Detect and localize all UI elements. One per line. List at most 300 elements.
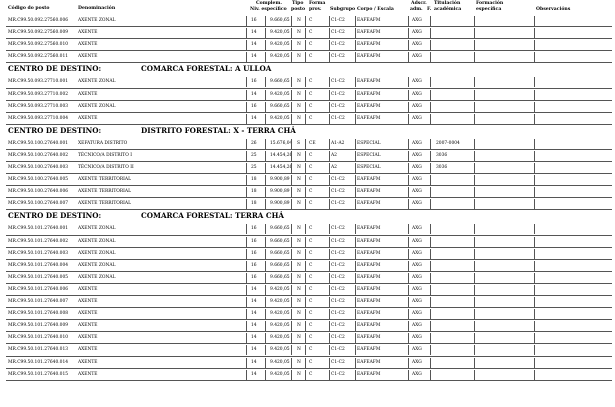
cell-tipo: N	[297, 359, 301, 365]
cell-corpo: EAFEAFM	[357, 323, 381, 329]
cell-subgrupo: C1-C2	[331, 79, 345, 85]
cell-nivel: 18	[251, 177, 257, 183]
table-row	[0, 89, 615, 100]
column-divider	[291, 237, 292, 247]
cell-forma: C	[309, 177, 313, 183]
column-divider	[329, 333, 330, 343]
column-divider	[291, 370, 292, 380]
column-divider	[430, 345, 431, 355]
cell-subgrupo: C1-C2	[331, 54, 345, 60]
cell-tipo: N	[297, 18, 301, 23]
cell-codigo: MR.C99.50.100.27640.005	[8, 177, 69, 183]
column-divider	[408, 309, 409, 319]
cell-subgrupo: C1-C2	[331, 335, 345, 341]
column-divider	[534, 321, 535, 331]
column-divider	[329, 114, 330, 124]
column-divider	[329, 139, 330, 149]
cell-codigo: MR.C99.50.101.27640.008	[8, 311, 69, 317]
column-divider	[246, 16, 247, 26]
cell-subgrupo: C1-C2	[331, 238, 345, 244]
cell-corpo: EAFEAFM	[357, 299, 381, 304]
column-divider	[355, 151, 356, 161]
cell-codigo: MR.C99.50.101.27640.014	[8, 359, 69, 365]
cell-nivel: 18	[251, 189, 257, 195]
cell-denominacion: AXENTE TERRITORIAL	[78, 177, 132, 183]
cell-adscr: AXG	[412, 286, 422, 292]
column-divider	[246, 139, 247, 149]
column-divider	[329, 261, 330, 271]
column-divider	[305, 297, 306, 307]
column-divider	[305, 370, 306, 380]
column-divider	[305, 321, 306, 331]
column-divider	[474, 16, 475, 26]
cell-forma: C	[309, 311, 313, 317]
cell-corpo: EAFEAFM	[357, 189, 381, 195]
cell-nivel: 14	[251, 91, 257, 97]
cell-corpo: EAFEAFM	[357, 226, 381, 232]
cell-codigo: MR.C99.50.101.27640.013	[8, 347, 69, 353]
cell-corpo: EAFEAFM	[357, 311, 381, 317]
cell-adscr: AXG	[412, 250, 422, 256]
cell-codigo: MR.C99.50.093.27710.003	[8, 103, 69, 109]
column-divider	[291, 187, 292, 197]
column-divider	[246, 297, 247, 307]
cell-denominacion: AXENTE	[78, 359, 98, 365]
column-divider	[291, 273, 292, 283]
column-divider	[305, 163, 306, 173]
cell-complemento: 9.420,05	[270, 299, 290, 304]
column-divider	[430, 273, 431, 283]
cell-nivel: 14	[251, 299, 257, 304]
column-divider	[329, 358, 330, 368]
column-divider	[355, 224, 356, 234]
cell-codigo: MR.C99.50.093.27710.004	[8, 115, 69, 121]
cell-tipo: N	[297, 347, 301, 353]
column-divider	[430, 199, 431, 209]
column-divider	[291, 261, 292, 271]
column-divider	[305, 90, 306, 100]
column-divider	[291, 358, 292, 368]
column-divider	[408, 114, 409, 124]
cell-forma: C	[309, 152, 313, 158]
cell-nivel: 16	[251, 103, 257, 109]
table-row	[0, 113, 615, 124]
cell-complemento: 9.420,05	[270, 30, 290, 36]
cell-denominacion: AXENTE TERRITORIAL	[78, 189, 132, 195]
column-divider	[430, 321, 431, 331]
column-divider	[291, 102, 292, 112]
cell-tipo: N	[297, 274, 301, 280]
column-divider	[534, 370, 535, 380]
column-divider	[329, 16, 330, 26]
column-divider	[534, 77, 535, 87]
column-divider	[534, 102, 535, 112]
table-row	[0, 198, 615, 209]
cell-codigo: MR.C99.50.101.27640.001	[8, 226, 69, 232]
cell-complemento: 9.420,05	[270, 286, 290, 292]
column-divider	[329, 224, 330, 234]
column-divider	[430, 40, 431, 50]
cell-nivel: 14	[251, 286, 257, 292]
cell-subgrupo: C1-C2	[331, 323, 345, 329]
column-divider	[265, 297, 266, 307]
column-divider	[246, 102, 247, 112]
column-divider	[474, 309, 475, 319]
cell-corpo: EAFEAFM	[357, 359, 381, 365]
column-divider	[329, 28, 330, 38]
column-divider	[355, 28, 356, 38]
header-tipo: Tipo	[292, 1, 304, 6]
cell-corpo: ESPECIAL	[357, 165, 381, 170]
cell-subgrupo: C1-C2	[331, 115, 345, 121]
cell-adscr: AXG	[412, 274, 422, 280]
cell-complemento: 9.660,65	[270, 262, 290, 268]
cell-codigo: MR.C99.50.101.27640.003	[8, 250, 69, 256]
column-divider	[305, 249, 306, 259]
column-divider	[355, 358, 356, 368]
cell-forma: C	[309, 286, 313, 292]
cell-complemento: 9.900,89	[270, 201, 290, 207]
column-divider	[265, 199, 266, 209]
cell-adscr: AXG	[412, 103, 422, 109]
cell-complemento: 9.420,05	[270, 335, 290, 341]
cell-adscr: AXG	[412, 201, 422, 207]
column-divider	[246, 90, 247, 100]
column-divider	[430, 175, 431, 185]
row-divider	[6, 209, 612, 210]
cell-adscr: AXG	[412, 54, 422, 60]
column-divider	[291, 16, 292, 26]
column-divider	[534, 237, 535, 247]
cell-corpo: EAFEAFM	[357, 347, 381, 353]
cell-codigo: MR.C99.50.100.27640.006	[8, 189, 69, 195]
cell-complemento: 9.420,05	[270, 115, 290, 121]
column-divider	[474, 40, 475, 50]
table-row	[0, 344, 615, 355]
cell-tipo: N	[297, 30, 301, 36]
cell-codigo: MR.C99.50.092.27560.009	[8, 30, 69, 36]
column-divider	[291, 28, 292, 38]
column-divider	[265, 285, 266, 295]
cell-tipo: N	[297, 165, 301, 170]
cell-forma: C	[309, 91, 313, 97]
cell-complemento: 14.454,26	[270, 165, 293, 170]
cell-adscr: AXG	[412, 79, 422, 85]
table-row	[0, 357, 615, 368]
cell-nivel: 16	[251, 250, 257, 256]
cell-subgrupo: C1-C2	[331, 42, 345, 48]
cell-subgrupo: C1-C2	[331, 347, 345, 353]
column-divider	[246, 199, 247, 209]
cell-denominacion: AXENTE ZONAL	[78, 262, 116, 268]
column-divider	[408, 199, 409, 209]
column-divider	[265, 163, 266, 173]
cell-corpo: EAFEAFM	[357, 18, 381, 23]
cell-nivel: 14	[251, 371, 257, 377]
column-divider	[265, 224, 266, 234]
cell-tipo: N	[297, 42, 301, 48]
column-divider	[534, 297, 535, 307]
cell-denominacion: AXENTE ZONAL	[78, 274, 116, 280]
centro-destino-name: COMARCA FORESTAL: TERRA CHÁ	[141, 211, 284, 221]
cell-nivel: 14	[251, 42, 257, 48]
column-divider	[474, 28, 475, 38]
cell-denominacion: AXENTE	[78, 335, 98, 341]
column-divider	[291, 90, 292, 100]
cell-denominacion: TÉCNICO/A DISTRITO I	[78, 152, 132, 158]
cell-denominacion: AXENTE	[78, 91, 98, 97]
cell-denominacion: TÉCNICO/A DISTRITO II	[78, 165, 134, 170]
column-divider	[291, 52, 292, 62]
column-divider	[265, 90, 266, 100]
column-divider	[474, 77, 475, 87]
column-divider	[265, 237, 266, 247]
column-divider	[305, 261, 306, 271]
cell-nivel: 25	[251, 152, 257, 158]
column-divider	[329, 175, 330, 185]
cell-corpo: EAFEAFM	[357, 115, 381, 121]
table-row	[0, 296, 615, 307]
cell-denominacion: AXENTE	[78, 30, 98, 36]
cell-subgrupo: C1-C2	[331, 311, 345, 317]
table-row	[0, 236, 615, 247]
column-divider	[408, 370, 409, 380]
cell-codigo: MR.C99.50.101.27640.006	[8, 286, 69, 292]
cell-complemento: 9.420,05	[270, 311, 290, 317]
column-divider	[408, 321, 409, 331]
column-divider	[355, 285, 356, 295]
header-prov: prov.	[309, 7, 322, 12]
column-divider	[430, 52, 431, 62]
cell-forma: C	[309, 165, 313, 170]
column-divider	[408, 77, 409, 87]
cell-denominacion: AXENTE	[78, 115, 98, 121]
cell-subgrupo: C1-C2	[331, 262, 345, 268]
cell-tipo: N	[297, 335, 301, 341]
column-divider	[408, 90, 409, 100]
cell-tipo: N	[297, 371, 301, 377]
column-divider	[474, 187, 475, 197]
cell-codigo: MR.C99.50.101.27640.009	[8, 323, 69, 329]
cell-codigo: MR.C99.50.093.27710.001	[8, 79, 69, 85]
column-divider	[329, 102, 330, 112]
column-divider	[265, 175, 266, 185]
column-divider	[291, 114, 292, 124]
column-divider	[430, 16, 431, 26]
column-divider	[246, 237, 247, 247]
column-divider	[246, 370, 247, 380]
column-divider	[474, 273, 475, 283]
cell-forma: C	[309, 103, 313, 109]
header-forma: Forma	[309, 1, 326, 6]
cell-tipo: N	[297, 79, 301, 85]
column-divider	[305, 102, 306, 112]
row-divider	[6, 124, 612, 125]
column-divider	[430, 358, 431, 368]
table-row	[0, 332, 615, 343]
column-divider	[265, 333, 266, 343]
column-divider	[430, 102, 431, 112]
column-divider	[430, 309, 431, 319]
column-divider	[474, 151, 475, 161]
cell-corpo: ESPECIAL	[357, 140, 381, 146]
column-divider	[329, 370, 330, 380]
column-divider	[430, 28, 431, 38]
column-divider	[408, 297, 409, 307]
column-divider	[246, 40, 247, 50]
cell-denominacion: AXENTE ZONAL	[78, 79, 116, 85]
column-divider	[430, 297, 431, 307]
column-divider	[355, 40, 356, 50]
cell-adscr: AXG	[412, 335, 422, 341]
column-divider	[246, 114, 247, 124]
column-divider	[430, 114, 431, 124]
cell-codigo: MR.C99.50.100.27640.002	[8, 152, 69, 158]
cell-forma: C	[309, 54, 313, 60]
column-divider	[305, 114, 306, 124]
table-row	[0, 308, 615, 319]
column-divider	[355, 163, 356, 173]
column-divider	[329, 163, 330, 173]
column-divider	[355, 273, 356, 283]
cell-subgrupo: C1-C2	[331, 103, 345, 109]
column-divider	[474, 163, 475, 173]
column-divider	[305, 309, 306, 319]
table-row	[0, 76, 615, 87]
cell-subgrupo: C1-C2	[331, 177, 345, 183]
column-divider	[430, 237, 431, 247]
cell-nivel: 14	[251, 54, 257, 60]
column-divider	[305, 358, 306, 368]
table-row	[0, 138, 615, 149]
cell-corpo: EAFEAFM	[357, 42, 381, 48]
cell-denominacion: AXENTE ZONAL	[78, 238, 116, 244]
column-divider	[265, 52, 266, 62]
cell-forma: C	[309, 79, 313, 85]
cell-adscr: AXG	[412, 115, 422, 121]
column-divider	[265, 28, 266, 38]
cell-forma: C	[309, 201, 313, 207]
column-divider	[430, 187, 431, 197]
column-divider	[246, 345, 247, 355]
cell-nivel: 18	[251, 201, 257, 207]
centro-destino-label: CENTRO DE DESTINO:	[8, 64, 102, 74]
column-divider	[474, 224, 475, 234]
cell-adscr: AXG	[412, 91, 422, 97]
cell-nivel: 14	[251, 335, 257, 341]
cell-forma: C	[309, 30, 313, 36]
table-row	[0, 186, 615, 197]
cell-adscr: AXG	[412, 359, 422, 365]
cell-complemento: 9.900,89	[270, 189, 290, 195]
column-divider	[408, 333, 409, 343]
cell-adscr: AXG	[412, 323, 422, 329]
cell-corpo: EAFEAFM	[357, 371, 381, 377]
column-divider	[355, 370, 356, 380]
cell-subgrupo: C1-C2	[331, 371, 345, 377]
cell-adscr: AXG	[412, 18, 422, 23]
cell-complemento: 9.420,05	[270, 54, 290, 60]
column-divider	[329, 90, 330, 100]
column-divider	[474, 139, 475, 149]
column-divider	[430, 261, 431, 271]
column-divider	[329, 285, 330, 295]
column-divider	[408, 102, 409, 112]
column-divider	[291, 249, 292, 259]
column-divider	[430, 90, 431, 100]
column-divider	[534, 28, 535, 38]
cell-denominacion: AXENTE	[78, 54, 98, 60]
cell-complemento: 14.454,26	[270, 152, 293, 158]
column-divider	[291, 163, 292, 173]
cell-nivel: 26	[251, 140, 257, 146]
column-divider	[246, 285, 247, 295]
column-divider	[329, 40, 330, 50]
cell-subgrupo: A1-A2	[331, 140, 345, 146]
cell-forma: C	[309, 189, 313, 195]
cell-tipo: N	[297, 250, 301, 256]
header-codigo: Código do posto	[8, 6, 50, 11]
cell-corpo: EAFEAFM	[357, 262, 381, 268]
cell-corpo: EAFEAFM	[357, 177, 381, 183]
column-divider	[408, 40, 409, 50]
column-divider	[246, 187, 247, 197]
column-divider	[291, 199, 292, 209]
cell-tipo: N	[297, 323, 301, 329]
header-corpo-escala: Corpo / Escala	[357, 7, 394, 12]
cell-adscr: AXG	[412, 226, 422, 232]
cell-nivel: 16	[251, 262, 257, 268]
column-divider	[265, 40, 266, 50]
cell-corpo: ESPECIAL	[357, 152, 381, 158]
cell-forma: C	[309, 226, 313, 232]
table-row	[0, 223, 615, 234]
column-divider	[355, 175, 356, 185]
cell-nivel: 14	[251, 347, 257, 353]
column-divider	[305, 285, 306, 295]
column-divider	[265, 139, 266, 149]
column-divider	[329, 237, 330, 247]
column-divider	[534, 16, 535, 26]
centro-destino-name: COMARCA FORESTAL: A ULLOA	[141, 64, 272, 74]
cell-codigo: MR.C99.50.101.27640.015	[8, 371, 69, 377]
column-divider	[474, 345, 475, 355]
cell-adscr: AXG	[412, 30, 422, 36]
cell-denominacion: AXENTE ZONAL	[78, 250, 116, 256]
column-divider	[265, 345, 266, 355]
cell-nivel: 16	[251, 226, 257, 232]
cell-codigo: MR.C99.50.100.27640.003	[8, 165, 69, 170]
cell-forma: C	[309, 335, 313, 341]
cell-complemento: 9.420,05	[270, 371, 290, 377]
header-f: F.	[427, 7, 432, 12]
cell-tipo: N	[297, 226, 301, 232]
cell-adscr: AXG	[412, 371, 422, 377]
cell-codigo: MR.C99.50.101.27640.002	[8, 238, 69, 244]
cell-adscr: AXG	[412, 262, 422, 268]
cell-nivel: 14	[251, 30, 257, 36]
table-row	[0, 369, 615, 380]
column-divider	[329, 297, 330, 307]
column-divider	[408, 151, 409, 161]
column-divider	[305, 187, 306, 197]
column-divider	[246, 224, 247, 234]
column-divider	[246, 309, 247, 319]
table-row	[0, 101, 615, 112]
column-divider	[355, 187, 356, 197]
cell-subgrupo: C1-C2	[331, 226, 345, 232]
cell-nivel: 16	[251, 274, 257, 280]
